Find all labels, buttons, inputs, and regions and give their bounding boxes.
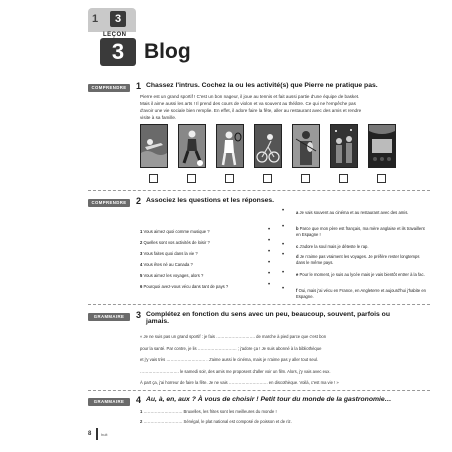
football-icon <box>179 125 205 167</box>
answer-item: e Pour le moment, je suis au lycée mais je vais bientôt entrer à la fac. <box>296 272 425 277</box>
text-line: À part ça, j'ai horreur de faire la fête. Je ne vais ………………………. en discothèque. Voilà, c'est ma vie ! » <box>140 380 339 385</box>
match-dot[interactable]: • <box>282 270 285 276</box>
cyclist-image <box>254 124 282 168</box>
page-label: huit <box>101 432 108 437</box>
checkbox[interactable] <box>301 174 310 183</box>
question-item: 6 Pourquoi avez-vous vécu dans tant de pays ? <box>140 284 229 289</box>
checkbox[interactable] <box>263 174 272 183</box>
section-badge-comprendre: COMPRENDRE <box>88 84 130 92</box>
question-item: 5 Vous aimez les voyages, alors ? <box>140 273 204 278</box>
match-dot[interactable]: • <box>268 227 271 233</box>
checkbox[interactable] <box>149 174 158 183</box>
question-item: 2 Quelles sont vos activités de loisir ? <box>140 240 210 245</box>
exercise-title: Associez les questions et les réponses. <box>146 197 275 204</box>
text-line: « Je ne suis pas un grand sportif : je fais ………………………. de marche à pied parce que c'est bon <box>140 334 327 339</box>
match-dot[interactable]: • <box>268 249 271 255</box>
match-dot[interactable]: • <box>268 271 271 277</box>
theatre-image <box>368 124 396 168</box>
exercise-title: Complétez en fonction du sens avec un peu, beaucoup, souvent, parfois ou jamais. <box>146 311 390 325</box>
exercise-number: 3 <box>136 310 142 320</box>
answer-item: c J'adore la soul mais je déteste le rap. <box>296 244 369 249</box>
section-badge-comprendre: COMPRENDRE <box>88 199 130 207</box>
text-line: ………………………. le samedi soir, des amis me proposent d'aller voir un film. Alors, j'y vais avec eux. <box>140 368 331 374</box>
checkbox[interactable] <box>377 174 386 183</box>
match-dot[interactable]: • <box>282 242 285 248</box>
text-line: d'avoir une vie sociale bien remplie. En effet, il adore faire la fête, aller au restaurant avec des amis et rendre <box>140 108 362 113</box>
footer-bar <box>96 428 98 440</box>
answer-item: b Parce que mon père est français, ma mère anglaise et ils travaillent en Espagne ! <box>296 226 425 237</box>
answer-item: d Je n'aime pas vraiment les voyages. Je préfère rester longtemps dans le même pays. <box>296 254 420 265</box>
checkbox[interactable] <box>225 174 234 183</box>
section-badge-grammaire: GRAMMAIRE <box>88 398 130 406</box>
party-image <box>330 124 358 168</box>
match-dot[interactable]: • <box>282 252 285 258</box>
lecon-number: 3 <box>100 38 136 66</box>
section-badge-grammaire: GRAMMAIRE <box>88 313 130 321</box>
tennis-image <box>216 124 244 168</box>
list-item: 2 ………………………. Sénégal, le plat national est composé de poisson et de riz. <box>140 419 292 424</box>
football-image <box>178 124 206 168</box>
question-item: 4 Vous êtes né au Canada ? <box>140 262 193 267</box>
exercise-text <box>140 93 442 121</box>
answer-item: a Je vais souvent au cinéma et au restaurant avec des amis. <box>296 210 409 215</box>
unit-number-1: 1 <box>92 13 99 25</box>
page-title: Blog <box>144 40 191 63</box>
divider <box>88 190 430 191</box>
violin-icon <box>293 125 319 167</box>
match-dot[interactable]: • <box>282 286 285 292</box>
match-dot[interactable]: • <box>268 238 271 244</box>
unit-number-3: 3 <box>110 11 126 27</box>
checkbox[interactable] <box>339 174 348 183</box>
lecon-label: LEÇON <box>103 32 127 38</box>
match-dot[interactable]: • <box>268 282 271 288</box>
exercise-number: 4 <box>136 395 142 405</box>
theatre-icon <box>369 125 395 167</box>
text-line: visite à sa famille. <box>140 115 177 120</box>
list-item: 1 ………………………. Bruxelles, les frites sont les meilleures du monde ! <box>140 409 277 414</box>
exercise-number: 1 <box>136 81 142 91</box>
question-item: 1 Vous aimez quoi comme musique ? <box>140 229 210 234</box>
violin-image <box>292 124 320 168</box>
swimmer-icon <box>141 125 167 167</box>
answer-item: f Oui, mais j'ai vécu en France, en Angleterre et aujourd'hui j'habite en Espagne. <box>296 288 426 299</box>
swimmer-image <box>140 124 168 168</box>
unit-tab <box>88 8 136 32</box>
exercise-number: 2 <box>136 196 142 206</box>
exercise-title: Au, à, en, aux ? À vous de choisir ! Petit tour du monde de la gastronomie… <box>146 396 392 403</box>
match-dot[interactable]: • <box>268 260 271 266</box>
checkbox[interactable] <box>187 174 196 183</box>
text-line: Pierre est un grand sportif ! C'est un bon nageur, il joue au tennis et fait aussi partie d'une équipe de basket. <box>140 94 360 99</box>
page-number: 8 <box>88 431 92 437</box>
question-item: 3 Vous faites quoi dans la vie ? <box>140 251 198 256</box>
tennis-icon <box>217 125 243 167</box>
match-dot[interactable]: • <box>282 208 285 214</box>
cyclist-icon <box>255 125 281 167</box>
text-line: pour la santé. Par contre, je lis ………………………. ; j'adore ça ! Je suis abonné à la bibliothèque <box>140 345 322 351</box>
party-icon <box>331 125 357 167</box>
fill-in-text <box>140 331 436 389</box>
text-line: Mais il aime aussi les arts ! Il prend des cours de violon et va souvent au théâtre. Ce qui ne l'empêche pas <box>140 101 356 106</box>
exercise-title: Chassez l'intrus. Cochez la ou les activité(s) que Pierre ne pratique pas. <box>146 82 378 89</box>
match-dot[interactable]: • <box>282 224 285 230</box>
text-line: et j'y vais très ………………………. . J'aime aussi le cinéma, mais je n'aime pas y aller tout seul. <box>140 357 319 362</box>
divider <box>88 390 430 391</box>
divider <box>88 304 430 305</box>
exercise-items <box>140 407 436 427</box>
